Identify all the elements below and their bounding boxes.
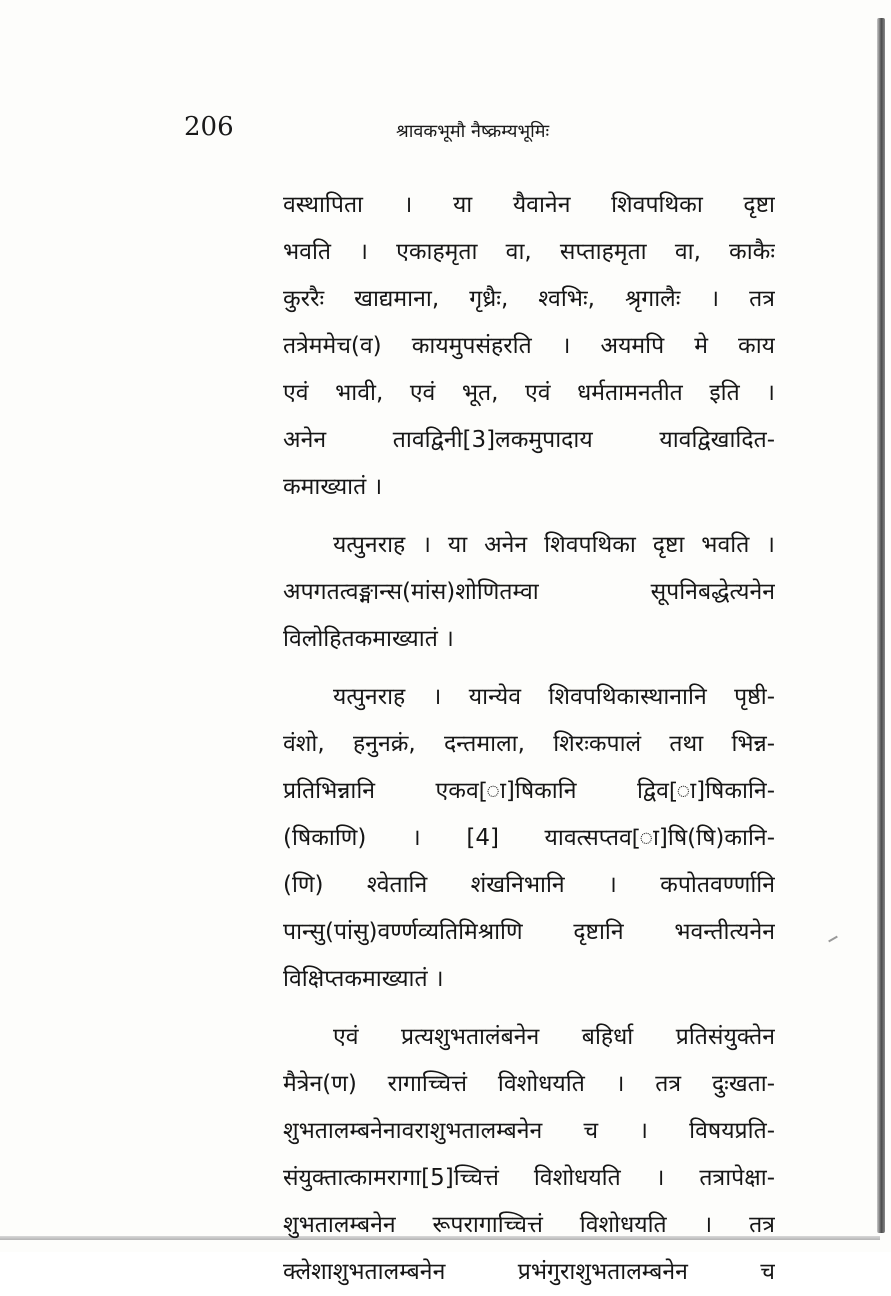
text-line: कुररैः खाद्यमाना, गृध्रैः, श्वभिः, श्रृगालैः । तत्र bbox=[283, 286, 775, 312]
paragraph-2 bbox=[283, 522, 775, 663]
text-line: शुभतालम्बनेन रूपरागाच्चित्तं विशोधयति । तत्र bbox=[283, 1212, 775, 1238]
text-line: क्लेशाशुभतालम्बनेन प्रभंगुराशुभतालम्बनेन च bbox=[283, 1259, 775, 1285]
text-line: अनेन तावद्विनी[3]लकमुपादाय यावद्विखादित- bbox=[283, 427, 775, 453]
running-head: श्रावकभूमौ नैष्क्रम्यभूमिः bbox=[396, 121, 550, 142]
text-line: एवं प्रत्यशुभतालंबनेन बहिर्धा प्रतिसंयुक्तेन bbox=[333, 1024, 775, 1050]
text-line: शुभतालम्बनेनावराशुभतालम्बनेन च । विषयप्रति- bbox=[283, 1118, 775, 1144]
binding-edge-shadow bbox=[877, 18, 885, 1233]
text-line: विलोहितकमाख्यातं । bbox=[283, 626, 454, 652]
text-line: (णि) श्वेतानि शंखनिभानि । कपोतवर्ण्णानि bbox=[283, 872, 775, 898]
body-text bbox=[283, 182, 775, 1296]
text-line: कमाख्यातं । bbox=[283, 474, 383, 500]
paragraph-1 bbox=[283, 182, 775, 511]
text-line: यत्पुनराह । या अनेन शिवपथिका दृष्टा भवति । bbox=[333, 532, 775, 558]
text-line: तत्रेममेच(व) कायमुपसंहरति । अयमपि मे काय bbox=[283, 333, 775, 359]
text-line: वस्थापिता । या यैवानेन शिवपथिका दृष्टा bbox=[283, 192, 775, 218]
margin-mark bbox=[828, 936, 838, 943]
text-line: भवति । एकाहमृता वा, सप्ताहमृता वा, काकैः bbox=[283, 239, 775, 265]
text-line: प्रतिभिन्नानि एकव[ा]षिकानि द्विव[ा]षिकानि- bbox=[283, 778, 775, 804]
text-line: यत्पुनराह । यान्येव शिवपथिकास्थानानि पृष्ठी- bbox=[333, 684, 775, 710]
text-line: संयुक्तात्कामरागा[5]च्चित्तं विशोधयति । तत्रापेक्षा- bbox=[283, 1165, 775, 1191]
text-line: अपगतत्वङ्मान्स(मांस)शोणितम्वा सूपनिबद्धेत्यनेन bbox=[283, 579, 775, 605]
text-line: पान्सु(पांसु)वर्ण्णव्यतिमिश्राणि दृष्टानि भवन्तीत्यनेन bbox=[283, 919, 775, 945]
paragraph-4 bbox=[283, 1014, 775, 1296]
text-line: मैत्रेन(ण) रागाच्चित्तं विशोधयति । तत्र दुःखता- bbox=[283, 1071, 775, 1097]
paragraph-3 bbox=[283, 674, 775, 1003]
text-line: (षिकाणि) । [4] यावत्सप्तव[ा]षि(षि)कानि- bbox=[283, 825, 775, 851]
text-line: वंशो, हनुनक्रं, दन्तमाला, शिरःकपालं तथा भिन्न- bbox=[283, 731, 775, 757]
text-line: एवं भावी, एवं भूत, एवं धर्मतामनतीत इति । bbox=[283, 380, 775, 406]
page-number: 206 bbox=[184, 112, 234, 142]
text-line: विक्षिप्तकमाख्यातं । bbox=[283, 966, 444, 992]
